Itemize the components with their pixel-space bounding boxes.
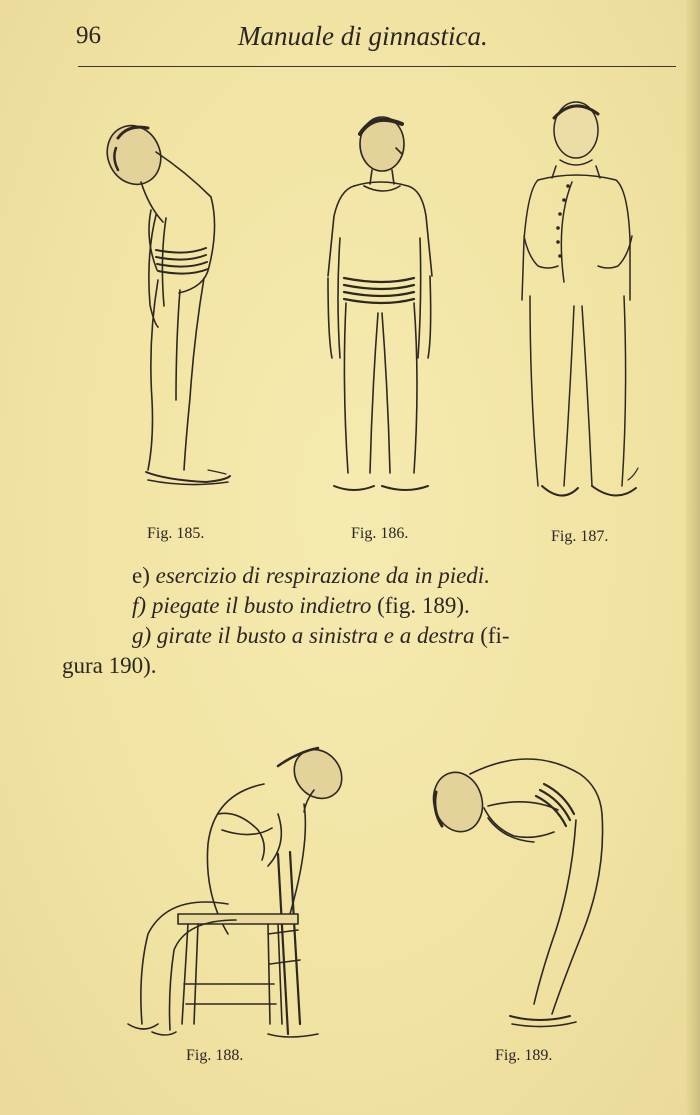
figure-caption: Fig. 185. <box>147 525 205 542</box>
page-edge-shadow <box>686 0 700 1115</box>
figure-186-illustration <box>310 108 440 503</box>
figure-189-illustration <box>428 744 628 1044</box>
item-g-marker: g) <box>132 623 152 648</box>
exercise-list <box>64 561 664 681</box>
item-f-marker: f) <box>132 593 147 618</box>
figure-185-illustration <box>96 100 236 500</box>
item-e <box>64 561 664 591</box>
figure-187-illustration <box>508 96 648 511</box>
figure-caption: Fig. 187. <box>551 528 609 545</box>
item-g-reference-end: gura 190). <box>62 653 157 678</box>
figure-caption: Fig. 186. <box>351 525 409 542</box>
page-header <box>0 18 700 58</box>
header-rule <box>78 66 676 67</box>
item-g-continuation <box>62 651 664 681</box>
figure-188-illustration <box>118 744 348 1044</box>
item-g <box>64 621 664 651</box>
page-number: 96 <box>76 22 101 49</box>
item-f <box>64 591 664 621</box>
running-title: Manuale di ginnastica. <box>238 21 488 51</box>
item-e-marker: e) <box>132 563 150 588</box>
item-f-text: piegate il busto indietro <box>151 593 372 618</box>
figure-caption: Fig. 188. <box>186 1047 244 1064</box>
item-f-reference: (fig. 189). <box>377 593 470 618</box>
item-e-text: esercizio di respirazione da in piedi. <box>155 563 490 588</box>
item-g-text: girate il busto a sinistra e a destra <box>156 623 475 648</box>
figure-caption: Fig. 189. <box>495 1047 553 1064</box>
item-g-reference-start: (fi- <box>480 623 510 648</box>
